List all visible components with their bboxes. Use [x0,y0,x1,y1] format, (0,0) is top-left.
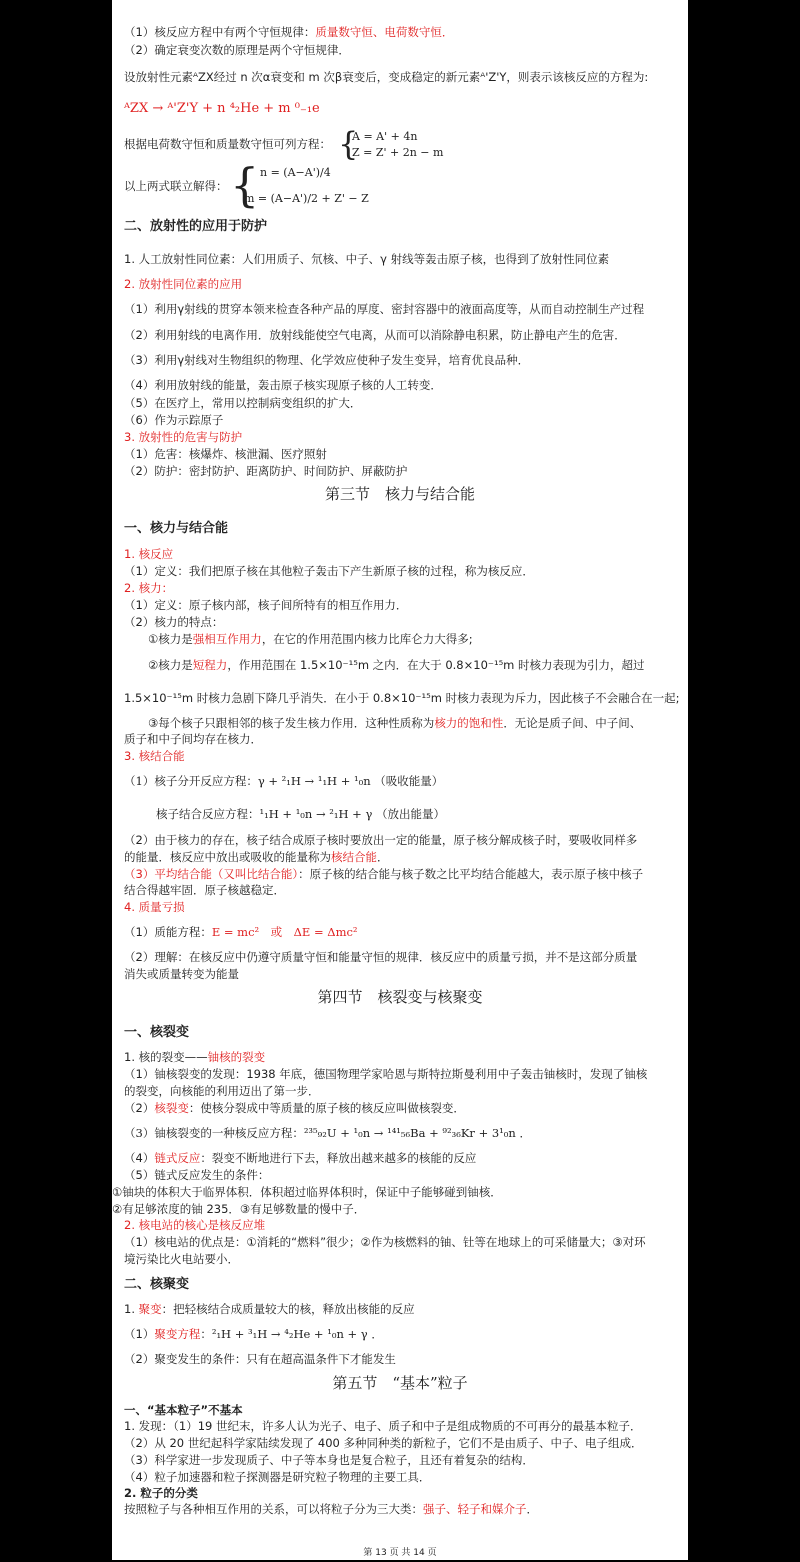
brace-icon: { [338,125,359,163]
equation-line: （3）铀核裂变的一种核反应方程：²³⁵₉₂U + ¹₀n → ¹⁴¹₅₆Ba + ⁹²₃₆Kr + 3¹₀n ． [124,1126,531,1140]
decay-equation: ᴬZX → ᴬ'Z'Y + n ⁴₂He + m ⁰₋₁e [124,101,320,116]
text-line: 按照粒子与各种相互作用的关系，可以将粒子分为三大类：强子、轻子和媒介子． [124,1502,538,1516]
text-line: 的能量．核反应中放出或吸收的能量称为核结合能． [124,850,389,864]
text-line: ②有足够浓度的铀 235．③有足够数量的慢中子． [112,1202,366,1216]
equation-line: （1）核子分开反应方程：γ + ²₁H → ¹₁H + ¹₀n （吸收能量） [124,774,444,788]
text-line: 以上两式联立解得： [124,179,228,193]
text-line: 2. 核电站的核心是核反应堆 [124,1218,266,1232]
page-number: 第 13 页 共 14 页 [363,1548,437,1558]
text-line: ②核力是短程力，作用范围在 1.5×10⁻¹⁵m 之内．在大于 0.8×10⁻¹⁵m 时核力表现为引力，超过 [148,658,645,672]
text-line: 3. 核结合能 [124,749,185,763]
section-heading: 2. 粒子的分类 [124,1486,198,1500]
text-line: 境污染比火电站要小． [124,1252,239,1266]
chapter-title: 第四节 核裂变与核聚变 [317,988,483,1006]
text-line: 结合得越牢固．原子核越稳定． [124,883,285,897]
text-line: 1. 发现：（1）19 世纪末，许多人认为光子、电子、质子和中子是组成物质的不可再分的最基本粒子． [124,1419,642,1433]
text-line: ①核力是强相互作用力，在它的作用范围内核力比库仑力大得多; [148,632,473,646]
text-line: 1. 人工放射性同位素：人们用质子、氘核、中子、γ 射线等轰击原子核，也得到了放射性同位素 [124,252,610,266]
text-line: 4. 质量亏损 [124,900,185,914]
text-line: （2）从 20 世纪起科学家陆续发现了 400 多种同种类的新粒子，它们不是由质子、中子、电子组成． [124,1436,643,1450]
text-line: ③每个核子只跟相邻的核子发生核力作用．这种性质称为核力的饱和性．无论是质子间、中子间、 [148,716,642,730]
text-line: （5）链式反应发生的条件： [124,1168,270,1182]
text-line: （2）核力的特点： [124,615,224,629]
text-line: （4）链式反应：裂变不断地进行下去，释放出越来越多的核能的反应 [124,1151,477,1165]
chapter-title: 第三节 核力与结合能 [324,485,475,503]
text-line: 根据电荷数守恒和质量数守恒可列方程： [124,137,331,151]
text-line: 1.5×10⁻¹⁵m 时核力急剧下降几乎消失．在小于 0.8×10⁻¹⁵m 时核力表现为斥力，因此核子不会融合在一起; [124,691,680,705]
text-line: （1）利用γ射线的贯穿本领来检查各种产品的厚度、密封容器中的液面高度等，从而自动控制生产过程 [124,302,645,316]
equation-line: A = A' + 4n [352,130,418,143]
text-line: 1. 核的裂变——铀核的裂变 [124,1050,266,1064]
text-line: （4）利用放射线的能量，轰击原子核实现原子核的人工转变． [124,378,442,392]
text-line: （1）危害：核爆炸、核泄漏、医疗照射 [124,447,327,461]
text-line: （3）科学家进一步发现质子、中子等本身也是复合粒子，且还有着复杂的结构． [124,1453,534,1467]
text-line: ①铀块的体积大于临界体积．体积超过临界体积时，保证中子能够碰到铀核． [112,1185,502,1199]
text-line: （2）利用射线的电离作用．放射线能使空气电离，从而可以消除静电积累，防止静电产生的危害． [124,328,626,342]
document-page [112,0,688,1560]
brace-icon: { [230,158,260,212]
text-line: 1. 核反应 [124,547,174,561]
text-line: （2）核裂变：使核分裂成中等质量的原子核的核反应叫做核裂变． [124,1101,465,1115]
section-heading: 一、核力与结合能 [124,521,229,536]
text-line: 质子和中子间均存在核力． [124,732,262,746]
text-line: （1）核电站的优点是：①消耗的“燃料”很少；②作为核燃料的铀、钍等在地球上的可采储量大；③对环 [124,1235,646,1249]
text-line: （3）利用γ射线对生物组织的物理、化学效应使种子发生变异，培育优良品种． [124,353,530,367]
text-line: 3. 放射性的危害与防护 [124,430,243,444]
text-line: （5）在医疗上，常用以控制病变组织的扩大． [124,396,362,410]
text-line: （1）核反应方程中有两个守恒规律：质量数守恒、电荷数守恒． [124,25,454,39]
section-heading: 二、放射性的应用于防护 [124,219,268,234]
section-heading: 二、核聚变 [124,1277,190,1292]
text-line: 的裂变，向核能的利用迈出了第一步． [124,1084,320,1098]
section-heading: 一、核裂变 [124,1025,190,1040]
text-line: 设放射性元素ᴬZX经过 n 次α衰变和 m 次β衰变后，变成稳定的新元素ᴬ'Z'Y，则表示该核反应的方程为: [124,70,649,84]
text-line: （4）粒子加速器和粒子探测器是研究粒子物理的主要工具． [124,1470,431,1484]
text-line: （1）定义：原子核内部，核子间所特有的相互作用力． [124,598,408,612]
text-line: （2）由于核力的存在，核子结合成原子核时要放出一定的能量，原子核分解成核子时，要吸收同样多 [124,833,638,847]
text-line: 消失或质量转变为能量 [124,967,239,981]
equation-line: n = (A−A')/4 [260,166,331,179]
text-line: （6）作为示踪原子 [124,413,224,427]
text-line: （2）确定衰变次数的原理是两个守恒规律． [124,43,350,57]
text-line: 1. 聚变：把轻核结合成质量较大的核，释放出核能的反应 [124,1302,415,1316]
text-line: 2. 放射性同位素的应用 [124,277,243,291]
equation-line: 核子结合反应方程：¹₁H + ¹₀n → ²₁H + γ （放出能量） [156,807,445,821]
section-heading: 一、“基本粒子”不基本 [124,1403,243,1417]
text-line: （3）平均结合能（又叫比结合能）：原子核的结合能与核子数之比平均结合能越大，表示原子核中核子 [124,867,644,881]
text-line: （1）聚变方程：²₁H + ³₁H → ⁴₂He + ¹₀n + γ ． [124,1327,383,1341]
chapter-title: 第五节 “基本”粒子 [332,1374,468,1392]
equation-line: Z = Z' + 2n − m [352,146,444,159]
text-line: （2）防护：密封防护、距离防护、时间防护、屏蔽防护 [124,464,408,478]
text-line: （1）质能方程：E = mc² 或 ΔE = Δmc² [124,925,358,939]
text-line: （2）聚变发生的条件：只有在超高温条件下才能发生 [124,1352,396,1366]
equation-line: m = (A−A')/2 + Z' − Z [244,192,369,205]
text-line: （1）铀核裂变的发现：1938 年底，德国物理学家哈恩与斯特拉斯曼利用中子轰击铀核时，发现了铀核 [124,1067,648,1081]
text-line: （1）定义：我们把原子核在其他粒子轰击下产生新原子核的过程，称为核反应． [124,564,534,578]
text-line: （2）理解：在核反应中仍遵守质量守恒和能量守恒的规律．核反应中的质量亏损，并不是这部分质量 [124,950,638,964]
text-line: 2. 核力： [124,581,174,595]
